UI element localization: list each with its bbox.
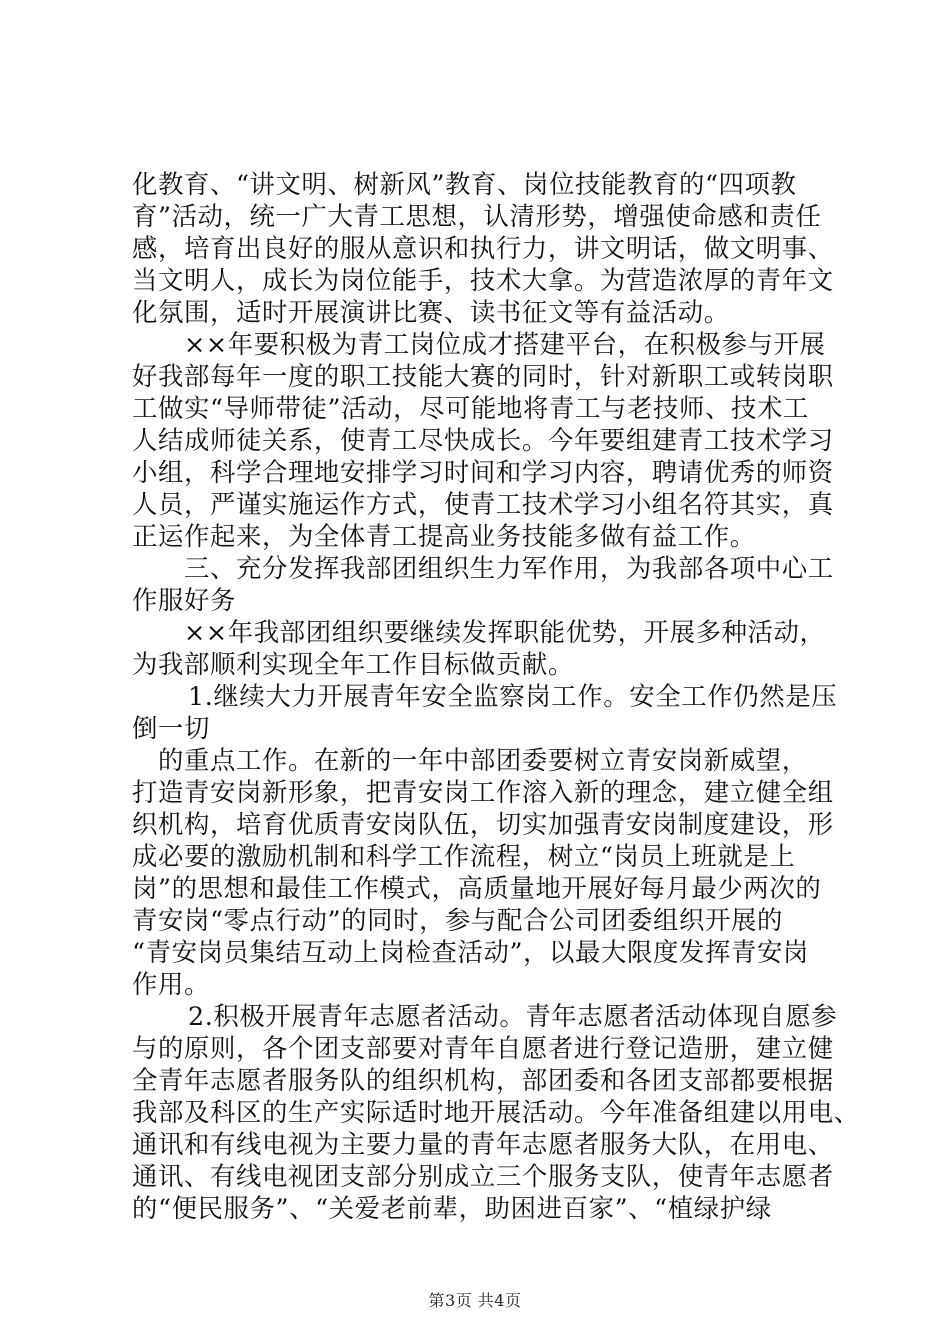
text-line: 育”活动，统一广大青工思想，认清形势，增强使命感和责任 xyxy=(132,201,822,231)
text-line: 织机构，培育优质青安岗队伍，切实加强青安岗制度建设，形 xyxy=(132,809,834,839)
text-line: 1.继续大力开展青年安全监察岗工作。安全工作仍然是压 xyxy=(188,681,838,711)
text-line: 人结成师徒关系，使青工尽快成长。今年要组建青工技术学习 xyxy=(132,425,834,455)
text-line: 工做实“导师带徒”活动，尽可能地将青工与老技师、技术工 xyxy=(132,393,809,423)
text-line: 2.积极开展青年志愿者活动。青年志愿者活动体现自愿参 xyxy=(188,1001,838,1031)
text-line: ××年我部团组织要继续发挥职能优势，开展多种活动， xyxy=(184,617,826,647)
text-line: ××年要积极为青工岗位成才搭建平台，在积极参与开展 xyxy=(184,329,826,359)
text-line: 化教育、“讲文明、树新风”教育、岗位技能教育的“四项教 xyxy=(132,169,797,199)
text-line: 小组，科学合理地安排学习时间和学习内容，聘请优秀的师资 xyxy=(132,457,834,487)
text-line: 全青年志愿者服务队的组织机构，部团委和各团支部都要根据 xyxy=(132,1065,834,1095)
text-line: 与的原则，各个团支部要对青年自愿者进行登记造册，建立健 xyxy=(132,1033,834,1063)
text-line: “青安岗员集结互动上岗检查活动”，以最大限度发挥青安岗 xyxy=(132,937,809,967)
text-line: 成必要的激励机制和科学工作流程，树立“岗员上班就是上 xyxy=(132,841,796,871)
text-line: 人员，严谨实施运作方式，使青工技术学习小组名符其实，真 xyxy=(132,489,834,519)
text-line: 通讯和有线电视为主要力量的青年志愿者服务大队，在用电、 xyxy=(132,1129,834,1159)
text-line: 正运作起来，为全体青工提高业务技能多做有益工作。 xyxy=(132,521,756,551)
section-heading: 三、充分发挥我部团组织生力军作用，为我部各项中心工 xyxy=(184,553,834,583)
text-line: 岗”的思想和最佳工作模式，高质量地开展好每月最少两次的 xyxy=(132,873,822,903)
text-line: 通讯、有线电视团支部分别成立三个服务支队，使青年志愿者 xyxy=(132,1161,834,1191)
text-line: 的“便民服务”、“关爱老前辈，助困进百家”、“植绿护绿 xyxy=(132,1193,772,1223)
page-number-footer: 第3页 共4页 xyxy=(428,1291,522,1310)
text-line: 作用。 xyxy=(132,969,210,999)
text-line: 化氛围，适时开展演讲比赛、读书征文等有益活动。 xyxy=(132,297,730,327)
text-line: 打造青安岗新形象，把青安岗工作溶入新的理念，建立健全组 xyxy=(132,777,834,807)
text-line: 的重点工作。在新的一年中部团委要树立青安岗新威望， xyxy=(158,745,808,775)
text-line: 好我部每年一度的职工技能大赛的同时，针对新职工或转岗职 xyxy=(132,361,834,391)
section-heading: 作服好务 xyxy=(132,585,236,615)
text-line: 我部及科区的生产实际适时地开展活动。今年准备组建以用电、 xyxy=(132,1097,860,1127)
text-line: 感，培育出良好的服从意识和执行力，讲文明话，做文明事、 xyxy=(132,233,834,263)
text-line: 为我部顺利实现全年工作目标做贡献。 xyxy=(132,649,574,679)
text-line: 当文明人，成长为岗位能手，技术大拿。为营造浓厚的青年文 xyxy=(132,265,834,295)
text-line: 倒一切 xyxy=(132,713,210,743)
text-line: 青安岗“零点行动”的同时，参与配合公司团委组织开展的 xyxy=(132,905,783,935)
